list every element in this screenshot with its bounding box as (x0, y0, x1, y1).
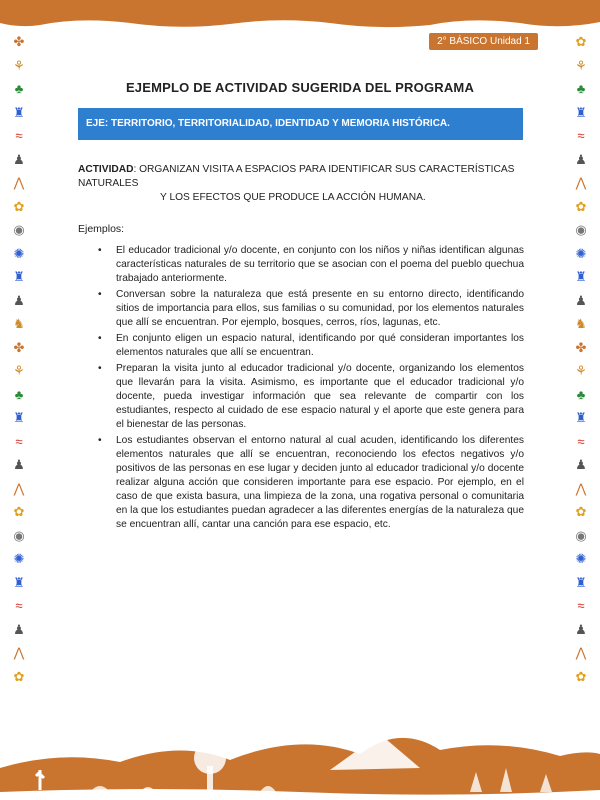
bottom-landscape-illustration (0, 720, 600, 800)
left-decorative-border (6, 30, 32, 730)
ejemplos-list (78, 244, 524, 534)
fox-icon: ≈ (15, 128, 23, 143)
flower-icon: ✤ (575, 339, 587, 355)
bird-icon: ⋀ (575, 480, 587, 496)
bird-icon: ⚘ (575, 57, 587, 73)
eje-banner: EJE: TERRITORIO, TERRITORIALIDAD, IDENTIDAD Y MEMORIA HISTÓRICA. (78, 108, 523, 140)
bird-icon: ⋀ (13, 645, 25, 660)
bird-icon: ⚘ (13, 57, 25, 73)
list-item: • Conversan sobre la naturaleza que está presente en su entorno directo, identificando sitios de importancia para ellos, sus familias o su comunidad, por los elementos naturales que allí se encuentran. Por ejemplo, bosques, cerros, ríos, lagunas, etc. (78, 288, 524, 330)
pot-icon: ◉ (575, 527, 587, 543)
pot-icon: ◉ (13, 527, 25, 543)
bird-icon: ⋀ (575, 175, 587, 190)
flower-icon: ✿ (13, 668, 25, 684)
top-banner (0, 0, 600, 20)
figure-icon: ♣ (14, 386, 24, 402)
actividad-line2: Y LOS EFECTOS QUE PRODUCE LA ACCIÓN HUMANA. (160, 192, 426, 203)
fox-icon: ≈ (15, 433, 23, 449)
fox-icon: ♞ (575, 316, 587, 331)
flower-icon: ✿ (13, 198, 25, 214)
actividad-line1: : ORGANIZAN VISITA A ESPACIOS PARA IDENTIFICAR SUS CARACTERÍSTICAS NATURALES (78, 164, 515, 189)
figure-icon: ♟ (13, 621, 25, 637)
figure-icon: ♟ (13, 292, 25, 308)
actividad-block (78, 163, 528, 205)
page-title: EJEMPLO DE ACTIVIDAD SUGERIDA DEL PROGRAMA (125, 80, 475, 95)
flower-icon: ✿ (575, 504, 587, 519)
fox-icon: ≈ (577, 598, 585, 613)
pot-icon: ◉ (575, 222, 587, 237)
list-item: • Preparan la visita junto al educador tradicional y/o docente, organizando los elementos que llevarán para la visita. Asimismo, es importante que el educador tradicional y/o docente, pueda investigar información que sea relevante de compartir con los estudiantes, respecto al cuidado de ese espacio natural y el aporte que este genera para el bienestar de las personas. (78, 362, 524, 432)
fox-icon: ♞ (13, 316, 25, 331)
actividad-label: ACTIVIDAD (78, 164, 134, 175)
figure-icon: ♟ (575, 151, 587, 167)
pot-icon: ◉ (13, 222, 25, 237)
figure-icon: ♟ (575, 292, 587, 308)
sun-icon: ✺ (575, 245, 587, 261)
bird-icon: ⋀ (575, 645, 587, 660)
figure-icon: ♜ (13, 574, 25, 590)
flower-icon: ✿ (575, 34, 587, 49)
fox-icon: ≈ (577, 128, 585, 143)
flower-icon: ✿ (13, 504, 25, 519)
fox-icon: ≈ (577, 433, 585, 449)
figure-icon: ♜ (13, 269, 25, 284)
flower-icon: ✿ (575, 198, 587, 214)
top-banner-wave (0, 18, 600, 30)
figure-icon: ♟ (13, 457, 25, 472)
list-item: • Los estudiantes observan el entorno natural al cual acuden, identificando los diferentes elementos naturales que allí se encuentran, reconociendo los efectos negativos y/o positivos de las personas en ese lugar y deciden junto al educador tradicional y/o docente realizar alguna acción que consideren importante para ese espacio. Por ejemplo, en el caso de que exista basura, una limpieza de la zona, una rogativa personal o comunitaria en la que los estudiantes puedan agradecer a las diferentes energías de la naturaleza que se encuentran allí, cantar una canción para ese espacio, etc. (78, 434, 524, 532)
bird-icon: ⋀ (13, 175, 25, 190)
sun-icon: ✺ (13, 551, 25, 566)
figure-icon: ♜ (575, 104, 587, 120)
sun-icon: ✺ (13, 245, 25, 261)
flower-icon: ✿ (575, 668, 587, 684)
figure-icon: ♣ (576, 81, 586, 96)
figure-icon: ♜ (13, 104, 25, 120)
figure-icon: ♜ (575, 269, 587, 284)
list-item: • En conjunto eligen un espacio natural, identificando por qué consideran importantes los elementos naturales que allí se encuentran. (78, 332, 524, 360)
sun-icon: ✺ (575, 551, 587, 566)
bird-icon: ⚘ (575, 363, 587, 378)
flower-icon: ✤ (13, 339, 25, 355)
figure-icon: ♟ (13, 151, 25, 167)
figure-icon: ♜ (13, 410, 25, 425)
figure-icon: ♜ (575, 410, 587, 425)
figure-icon: ♟ (575, 457, 587, 472)
ejemplos-label: Ejemplos: (78, 223, 125, 235)
figure-icon: ♟ (575, 621, 587, 637)
bird-icon: ⋀ (13, 480, 25, 496)
grade-unit-badge: 2° BÁSICO Unidad 1 (429, 33, 538, 50)
figure-icon: ✤ (13, 34, 25, 49)
bird-icon: ⚘ (13, 363, 25, 378)
figure-icon: ♣ (576, 386, 586, 402)
figure-icon: ♜ (575, 574, 587, 590)
figure-icon: ♣ (14, 81, 24, 96)
fox-icon: ≈ (15, 598, 23, 613)
list-item: • El educador tradicional y/o docente, en conjunto con los niños y niñas identifican algunas características naturales de su territorio que se asocian con el poema del pueblo quechua trabajado anteriormente. (78, 244, 524, 286)
right-decorative-border (568, 30, 594, 730)
